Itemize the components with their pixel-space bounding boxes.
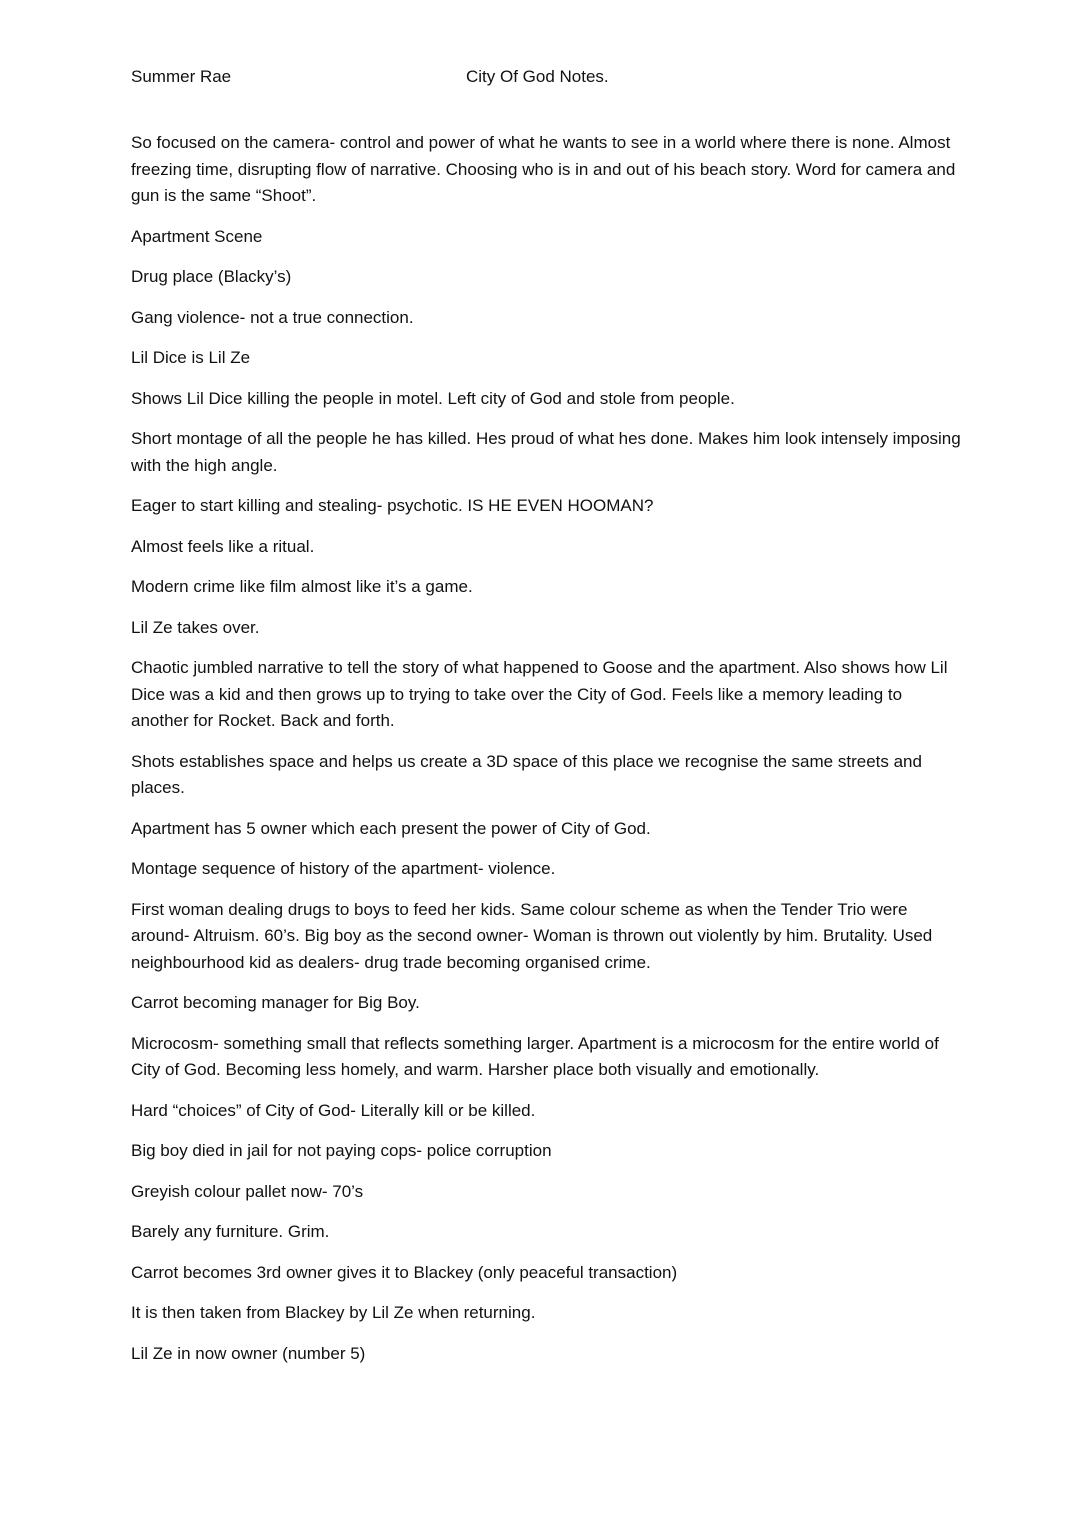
paragraph: Lil Ze in now owner (number 5) xyxy=(131,1343,366,1363)
paragraph: First woman dealing drugs to boys to feed her kids. Same colour scheme as when the Tender Trio were around- Altruism. 60’s. Big boy as the second owner- Woman is thrown out violently by him. Brutality. Used neighbourhood kid as dealers- drug trade becoming organised crime. xyxy=(131,899,933,972)
paragraph: Hard “choices” of City of God- Literally kill or be killed. xyxy=(131,1100,536,1120)
paragraph: It is then taken from Blackey by Lil Ze when returning. xyxy=(131,1303,536,1322)
paragraph: Shots establishes space and helps us create a 3D space of this place we recognise the same streets and places. xyxy=(131,751,922,797)
paragraph: So focused on the camera- control and power of what he wants to see in a world where there is none. Almost freezing time, disrupting flow of narrative. Choosing who is in and out of his beach story. Word for camera and gun is the same “Shoot”. xyxy=(131,133,956,205)
paragraph: Carrot becoming manager for Big Boy. xyxy=(131,993,420,1012)
paragraph: Almost feels like a ritual. xyxy=(131,536,315,556)
paragraph: Apartment has 5 owner which each present the power of City of God. xyxy=(131,818,651,838)
paragraph: Barely any furniture. Grim. xyxy=(131,1222,330,1241)
header-author: Summer Rae xyxy=(131,67,232,86)
paragraph: Shows Lil Dice killing the people in motel. Left city of God and stole from people. xyxy=(131,388,735,408)
paragraph: Montage sequence of history of the apartment- violence. xyxy=(131,859,556,878)
paragraph: Carrot becomes 3rd owner gives it to Blackey (only peaceful transaction) xyxy=(131,1262,678,1282)
paragraph: Apartment Scene xyxy=(131,226,263,246)
paragraph: Microcosm- something small that reflects something larger. Apartment is a microcosm for the entire world of City of God. Becoming less homely, and warm. Harsher place both visually and emotionally. xyxy=(131,1033,939,1079)
paragraph: Modern crime like film almost like it’s a game. xyxy=(131,577,473,596)
paragraph: Gang violence- not a true connection. xyxy=(131,307,414,327)
header-title: City Of God Notes. xyxy=(466,67,609,86)
paragraph: Eager to start killing and stealing- psychotic. IS HE EVEN HOOMAN? xyxy=(131,496,654,515)
paragraph: Short montage of all the people he has killed. Hes proud of what hes done. Makes him look intensely imposing with the high angle. xyxy=(131,429,961,475)
paragraph: Lil Dice is Lil Ze xyxy=(131,348,251,367)
paragraph: Chaotic jumbled narrative to tell the story of what happened to Goose and the apartment. Also shows how Lil Dice was a kid and then grows up to trying to take over the City of God. Feels like a memory leading to another for Rocket. Back and forth. xyxy=(131,658,948,730)
paragraph: Drug place (Blacky’s) xyxy=(131,267,292,286)
paragraph: Greyish colour pallet now- 70’s xyxy=(131,1181,364,1201)
paragraph: Big boy died in jail for not paying cops- police corruption xyxy=(131,1141,552,1160)
notes-body xyxy=(131,130,961,1381)
paragraph: Lil Ze takes over. xyxy=(131,617,260,637)
